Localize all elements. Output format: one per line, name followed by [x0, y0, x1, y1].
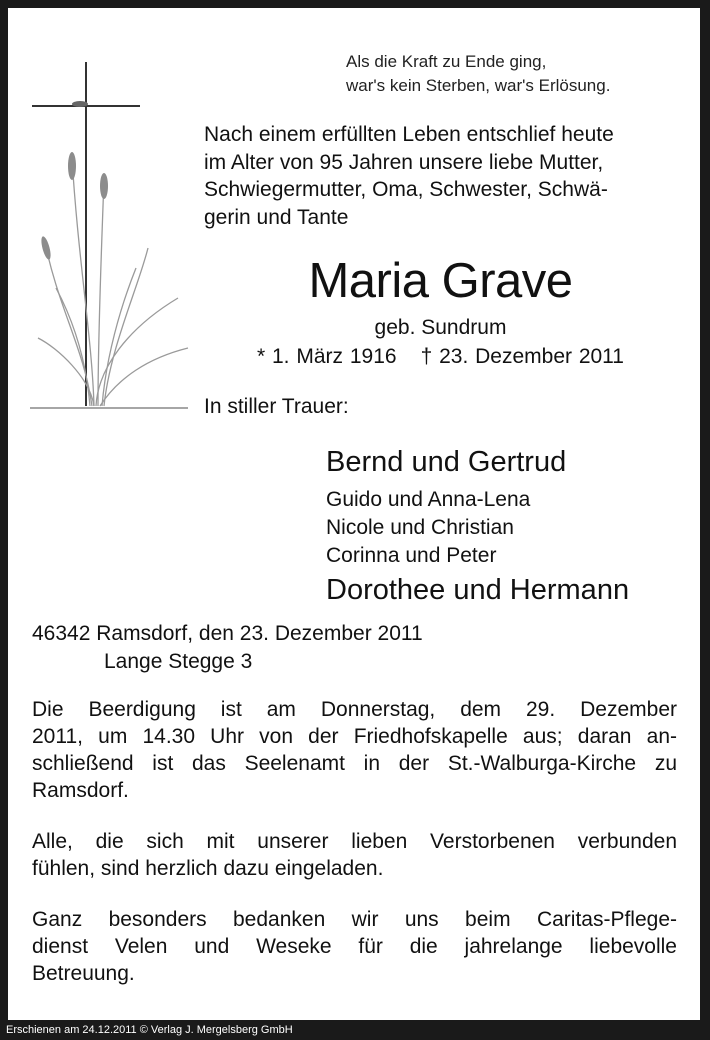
- paragraph-line: Die Beerdigung ist am Donnerstag, dem 29. Dezember: [32, 698, 677, 721]
- epigraph: [346, 50, 610, 98]
- paragraph-line: Ganz besonders bedanken wir uns beim Caritas-Pflege-: [32, 908, 677, 931]
- obituary-card: [8, 8, 700, 1020]
- intro-line: Nach einem erfüllten Leben entschlief heute: [204, 123, 614, 146]
- deceased-name: Maria Grave: [308, 254, 573, 308]
- paragraph-line: Betreuung.: [32, 962, 135, 985]
- mourner-name: Corinna und Peter: [326, 544, 497, 567]
- place-date: 46342 Ramsdorf, den 23. Dezember 2011: [32, 622, 423, 645]
- thanks-paragraph: [32, 906, 677, 987]
- mourners-list: [326, 444, 629, 608]
- paragraph-line: schließend ist das Seelenamt in der St.-Walburga-Kirche zu: [32, 752, 677, 775]
- life-dates: [204, 344, 677, 370]
- paragraph-line: 2011, um 14.30 Uhr von der Friedhofskapelle aus; daran an-: [32, 725, 677, 748]
- mourner-name: Dorothee und Hermann: [326, 574, 630, 606]
- intro-text: [204, 121, 677, 231]
- birth-date: * 1. März 1916: [257, 345, 397, 368]
- publication-footer: Erschienen am 24.12.2011 © Verlag J. Mergelsberg GmbH: [6, 1024, 293, 1036]
- mourner-name: Guido und Anna-Lena: [326, 488, 531, 511]
- epigraph-line: Als die Kraft zu Ende ging,: [346, 52, 547, 71]
- paragraph-line: fühlen, sind herzlich dazu eingeladen.: [32, 857, 384, 880]
- mourning-label: In stiller Trauer:: [204, 395, 349, 418]
- invitation-paragraph: [32, 828, 677, 882]
- maiden-name: geb. Sundrum: [374, 316, 507, 339]
- mourner-name: Nicole und Christian: [326, 516, 514, 539]
- paragraph-line: dienst Velen und Weseke für die jahrelange liebevolle: [32, 935, 677, 958]
- paragraph-line: Alle, die sich mit unserer lieben Verstorbenen verbunden: [32, 830, 677, 853]
- paragraph-line: Ramsdorf.: [32, 779, 129, 802]
- intro-line: gerin und Tante: [204, 205, 349, 229]
- intro-line: im Alter von 95 Jahren unsere liebe Mutter,: [204, 150, 604, 174]
- street-address: Lange Stegge 3: [104, 650, 253, 673]
- death-date: † 23. Dezember 2011: [420, 345, 624, 368]
- epigraph-line: war's kein Sterben, war's Erlösung.: [346, 76, 611, 95]
- funeral-paragraph: [32, 696, 677, 804]
- cross-with-reeds-icon: [28, 58, 198, 418]
- intro-line: Schwiegermutter, Oma, Schwester, Schwä-: [204, 178, 608, 201]
- mourner-name: Bernd und Gertrud: [326, 446, 567, 478]
